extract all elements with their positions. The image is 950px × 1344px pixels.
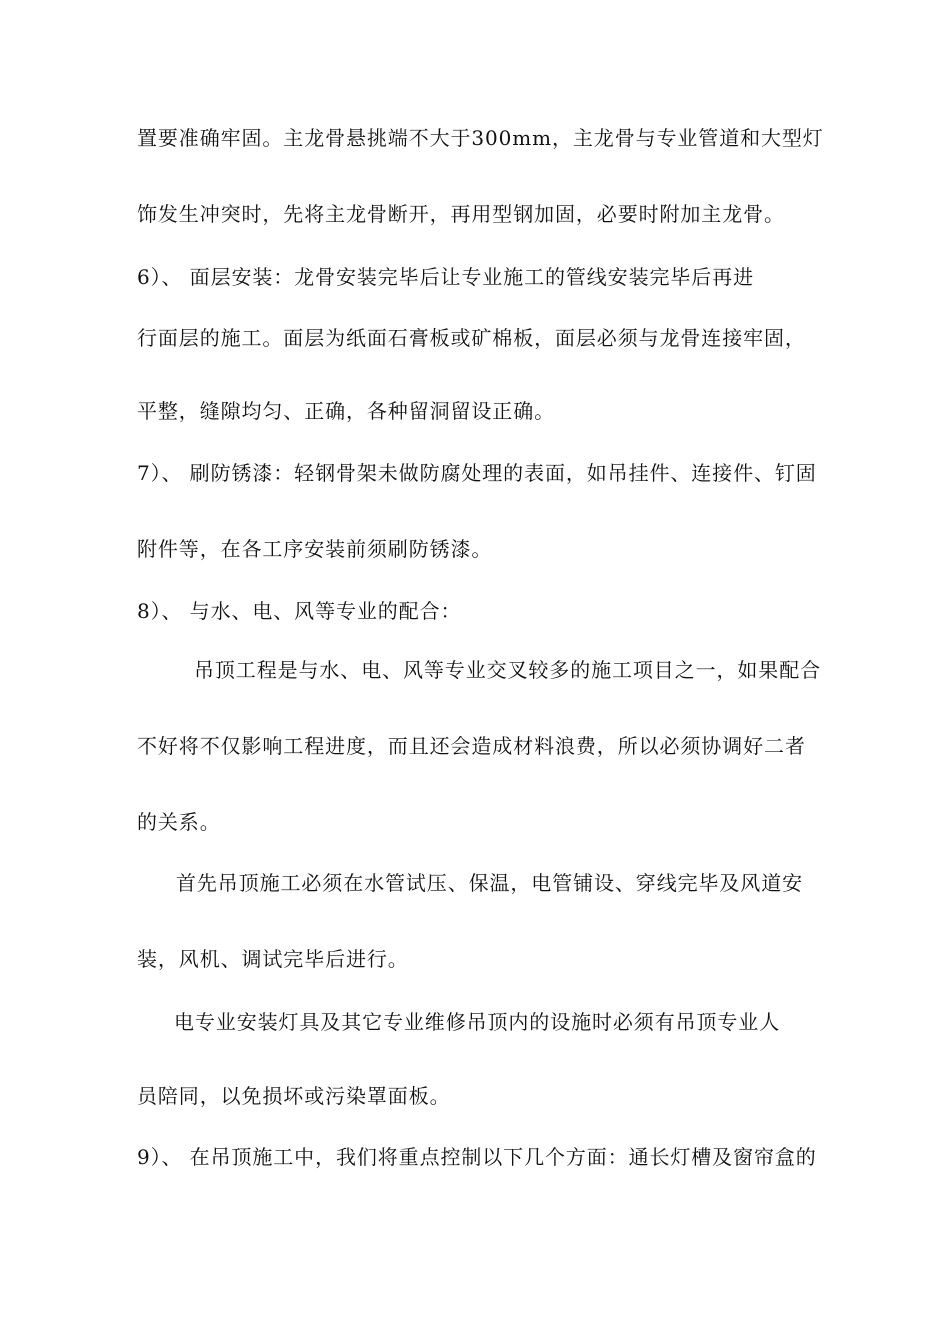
- section-9-heading-line: 9）、 在吊顶施工中，我们将重点控制以下几个方面：通长灯槽及窗帘盒的: [137, 1145, 817, 1169]
- paragraph-line-11: 的关系。: [137, 810, 221, 834]
- paragraph-line-13: 装，风机、调试完毕后进行。: [137, 947, 409, 971]
- paragraph-line-12: 首先吊顶施工必须在水管试压、保温，电管铺设、穿线完毕及风道安: [176, 871, 803, 895]
- section-7-heading-line: 7）、 刷防锈漆：轻钢骨架未做防腐处理的表面，如吊挂件、连接件、钉固: [137, 461, 817, 485]
- paragraph-line-1: 置要准确牢固。主龙骨悬挑端不大于300mm，主龙骨与专业管道和大型灯: [137, 126, 824, 150]
- paragraph-line-4: 行面层的施工。面层为纸面石膏板或矿棉板，面层必须与龙骨连接牢固，: [137, 326, 806, 350]
- paragraph-line-10: 不好将不仅影响工程进度，而且还会造成材料浪费，所以必须协调好二者: [137, 734, 806, 758]
- paragraph-line-9: 吊顶工程是与水、电、风等专业交叉较多的施工项目之一，如果配合: [194, 658, 821, 682]
- paragraph-line-15: 员陪同，以免损坏或污染罩面板。: [137, 1084, 451, 1108]
- section-6-heading-line: 6）、 面层安装：龙骨安装完毕后让专业施工的管线安装完毕后再进: [137, 265, 754, 289]
- paragraph-line-14: 电专业安装灯具及其它专业维修吊顶内的设施时必须有吊顶专业人: [174, 1010, 781, 1034]
- paragraph-line-7: 附件等，在各工序安装前须刷防锈漆。: [137, 537, 493, 561]
- paragraph-line-2: 饰发生冲突时，先将主龙骨断开，再用型钢加固，必要时附加主龙骨。: [137, 202, 785, 226]
- section-8-heading-line: 8）、 与水、电、风等专业的配合：: [137, 599, 462, 623]
- paragraph-line-5: 平整，缝隙均匀、正确，各种留洞留设正确。: [137, 399, 555, 423]
